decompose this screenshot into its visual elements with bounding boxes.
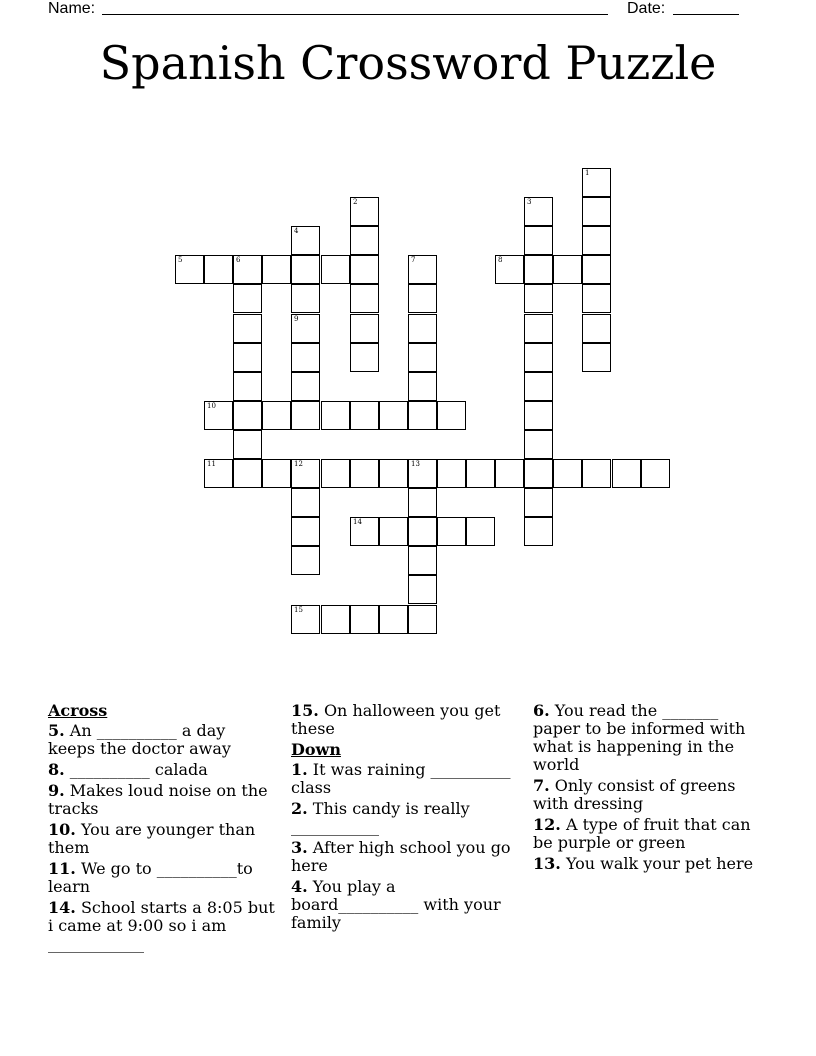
date-label: Date: — [627, 0, 666, 17]
cell-number: 1 — [585, 169, 590, 177]
crossword-cell[interactable] — [524, 314, 553, 343]
clue-text: It was raining __________ class — [291, 760, 511, 797]
crossword-cell[interactable] — [291, 605, 320, 634]
crossword-cell[interactable] — [408, 575, 437, 604]
clue-text: After high school you go here — [291, 838, 511, 875]
clues-column-2 — [291, 702, 513, 935]
crossword-cell[interactable] — [612, 459, 641, 488]
clue-text: On halloween you get these — [291, 701, 501, 738]
crossword-cell[interactable] — [524, 401, 553, 430]
crossword-cell[interactable] — [350, 226, 379, 255]
crossword-cell[interactable] — [582, 459, 611, 488]
crossword-cell[interactable] — [408, 605, 437, 634]
name-label: Name: — [48, 0, 96, 17]
crossword-cell[interactable] — [408, 517, 437, 546]
crossword-cell[interactable] — [321, 255, 350, 284]
down-clue — [533, 816, 763, 852]
crossword-cell[interactable] — [553, 255, 582, 284]
clue-number: 10. — [48, 820, 76, 839]
crossword-cell[interactable] — [437, 401, 466, 430]
crossword-cell[interactable] — [379, 517, 408, 546]
clue-number: 13. — [533, 854, 561, 873]
cell-number: 2 — [353, 198, 358, 206]
crossword-cell[interactable] — [582, 314, 611, 343]
crossword-cell[interactable] — [233, 284, 262, 313]
crossword-cell[interactable] — [291, 314, 320, 343]
clue-text: __________ calada — [69, 760, 208, 779]
crossword-cell[interactable] — [495, 255, 524, 284]
crossword-cell[interactable] — [524, 488, 553, 517]
crossword-cell[interactable] — [408, 459, 437, 488]
crossword-cell[interactable] — [291, 517, 320, 546]
name-date-line — [48, 0, 748, 20]
crossword-cell[interactable] — [204, 459, 233, 488]
crossword-cell[interactable] — [350, 517, 379, 546]
date-field[interactable] — [673, 14, 739, 15]
crossword-cell[interactable] — [262, 401, 291, 430]
crossword-cell[interactable] — [379, 459, 408, 488]
clue-number: 2. — [291, 799, 308, 818]
cell-number: 8 — [498, 256, 503, 264]
clue-number: 5. — [48, 721, 65, 740]
down-clue — [291, 761, 513, 797]
crossword-cell[interactable] — [553, 459, 582, 488]
cell-number: 10 — [207, 402, 216, 410]
cell-number: 4 — [294, 227, 299, 235]
crossword-cell[interactable] — [233, 459, 262, 488]
cell-number: 11 — [207, 460, 216, 468]
crossword-cell[interactable] — [233, 372, 262, 401]
clue-number: 4. — [291, 877, 308, 896]
crossword-cell[interactable] — [175, 255, 204, 284]
across-clue — [48, 761, 276, 779]
crossword-cell[interactable] — [524, 372, 553, 401]
crossword-cell[interactable] — [291, 255, 320, 284]
clue-number: 15. — [291, 701, 319, 720]
clue-number: 7. — [533, 776, 550, 795]
crossword-cell[interactable] — [291, 459, 320, 488]
crossword-cell[interactable] — [524, 226, 553, 255]
crossword-cell[interactable] — [321, 401, 350, 430]
crossword-cell[interactable] — [524, 197, 553, 226]
crossword-cell[interactable] — [350, 314, 379, 343]
across-clue — [291, 702, 513, 738]
crossword-cell[interactable] — [641, 459, 670, 488]
down-heading: Down — [291, 740, 341, 759]
clue-number: 14. — [48, 898, 76, 917]
clues-column-3 — [533, 702, 763, 876]
clue-text: We go to __________to learn — [48, 859, 253, 896]
crossword-cell[interactable] — [233, 430, 262, 459]
crossword-cell[interactable] — [408, 401, 437, 430]
crossword-cell[interactable] — [291, 546, 320, 575]
down-clue — [291, 878, 513, 932]
cell-number: 7 — [411, 256, 416, 264]
crossword-cell[interactable] — [437, 459, 466, 488]
clue-text: Only consist of greens with dressing — [533, 776, 736, 813]
crossword-cell[interactable] — [524, 430, 553, 459]
crossword-cell[interactable] — [291, 401, 320, 430]
crossword-cell[interactable] — [321, 459, 350, 488]
down-clue — [533, 855, 763, 873]
crossword-cell[interactable] — [262, 255, 291, 284]
cell-number: 3 — [527, 198, 532, 206]
crossword-cell[interactable] — [321, 605, 350, 634]
crossword-cell[interactable] — [233, 401, 262, 430]
crossword-cell[interactable] — [291, 226, 320, 255]
crossword-cell[interactable] — [582, 284, 611, 313]
crossword-cell[interactable] — [466, 459, 495, 488]
cell-number: 12 — [294, 460, 303, 468]
across-heading: Across — [48, 701, 108, 720]
cell-number: 13 — [411, 460, 420, 468]
across-clue — [48, 782, 276, 818]
crossword-cell[interactable] — [291, 343, 320, 372]
crossword-cell[interactable] — [408, 314, 437, 343]
clue-text: You walk your pet here — [565, 854, 754, 873]
cell-number: 14 — [353, 518, 362, 526]
page-title: Spanish Crossword Puzzle — [99, 36, 717, 90]
crossword-cell[interactable] — [350, 255, 379, 284]
crossword-cell[interactable] — [466, 517, 495, 546]
clue-number: 1. — [291, 760, 308, 779]
crossword-cell[interactable] — [350, 401, 379, 430]
clue-number: 11. — [48, 859, 76, 878]
crossword-cell[interactable] — [350, 197, 379, 226]
down-clue — [291, 800, 513, 836]
clue-text: You read the _______ paper to be informed with what is happening in the world — [533, 701, 746, 774]
crossword-cell[interactable] — [524, 459, 553, 488]
clue-text: You play a board__________ with your family — [291, 877, 501, 932]
down-clue — [533, 702, 763, 774]
crossword-cell[interactable] — [350, 459, 379, 488]
crossword-cell[interactable] — [582, 197, 611, 226]
crossword-cell[interactable] — [233, 255, 262, 284]
crossword-cell[interactable] — [408, 284, 437, 313]
clue-text: This candy is really ___________ — [291, 799, 470, 836]
crossword-cell[interactable] — [291, 372, 320, 401]
clue-number: 9. — [48, 781, 65, 800]
crossword-cell[interactable] — [582, 226, 611, 255]
clue-number: 6. — [533, 701, 550, 720]
crossword-cell[interactable] — [233, 314, 262, 343]
crossword-cell[interactable] — [524, 343, 553, 372]
crossword-cell[interactable] — [291, 284, 320, 313]
crossword-cell[interactable] — [495, 459, 524, 488]
crossword-cell[interactable] — [408, 343, 437, 372]
clues-column-1 — [48, 702, 276, 956]
crossword-cell[interactable] — [582, 255, 611, 284]
clue-text: A type of fruit that can be purple or green — [533, 815, 751, 852]
clue-number: 12. — [533, 815, 561, 834]
crossword-cell[interactable] — [582, 168, 611, 197]
cell-number: 9 — [294, 315, 299, 323]
crossword-cell[interactable] — [204, 401, 233, 430]
crossword-cell[interactable] — [408, 372, 437, 401]
crossword-cell[interactable] — [233, 343, 262, 372]
crossword-cell[interactable] — [524, 517, 553, 546]
crossword-cell[interactable] — [437, 517, 466, 546]
crossword-cell[interactable] — [379, 605, 408, 634]
down-clue — [291, 839, 513, 875]
crossword-cell[interactable] — [350, 605, 379, 634]
crossword-cell[interactable] — [408, 255, 437, 284]
crossword-cell[interactable] — [524, 284, 553, 313]
clue-text: You are younger than them — [48, 820, 256, 857]
crossword-cell[interactable] — [379, 401, 408, 430]
clue-text: School starts a 8:05 but i came at 9:00 so i am ____________ — [48, 898, 275, 953]
crossword-cell[interactable] — [350, 284, 379, 313]
across-clue — [48, 860, 276, 896]
across-clue — [48, 821, 276, 857]
crossword-cell[interactable] — [204, 255, 233, 284]
crossword-cell[interactable] — [408, 488, 437, 517]
clue-number: 3. — [291, 838, 308, 857]
crossword-cell[interactable] — [582, 343, 611, 372]
crossword-cell[interactable] — [350, 343, 379, 372]
crossword-cell[interactable] — [291, 488, 320, 517]
cell-number: 6 — [236, 256, 241, 264]
crossword-cell[interactable] — [262, 459, 291, 488]
across-clue — [48, 722, 276, 758]
across-clue — [48, 899, 276, 953]
clue-number: 8. — [48, 760, 65, 779]
cell-number: 5 — [178, 256, 183, 264]
down-clue — [533, 777, 763, 813]
crossword-cell[interactable] — [408, 546, 437, 575]
clue-text: Makes loud noise on the tracks — [48, 781, 268, 818]
name-field[interactable] — [102, 14, 608, 15]
clue-text: An __________ a day keeps the doctor away — [48, 721, 231, 758]
crossword-cell[interactable] — [524, 255, 553, 284]
cell-number: 15 — [294, 606, 303, 614]
